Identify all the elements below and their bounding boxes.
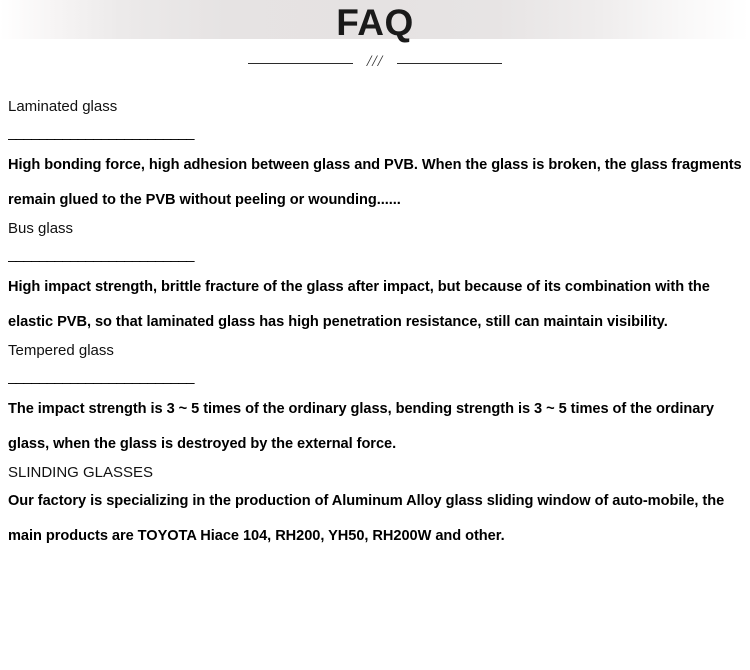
- section-body: The impact strength is 3 ~ 5 times of the ordinary glass, bending strength is 3 ~ 5 times of the ordinary glass, when the glass is destroyed by the external force.: [8, 401, 714, 452]
- section-rule: ________________________: [8, 124, 194, 141]
- section-rule: ________________________: [8, 368, 194, 385]
- divider-line-right: [397, 63, 502, 64]
- faq-section-tempered-glass: [8, 340, 742, 462]
- title-divider: [0, 54, 750, 72]
- section-heading: Tempered glass: [8, 342, 114, 359]
- section-body: Our factory is specializing in the production of Aluminum Alloy glass sliding window of auto-mobile, the main products are TOYOTA Hiace 104, RH200, YH50, RH200W and other.: [8, 493, 725, 544]
- faq-section-slinding-glasses: [8, 462, 742, 554]
- section-body: High bonding force, high adhesion between glass and PVB. When the glass is broken, the glass fragments remain glued to the PVB without peeling or wounding......: [8, 157, 742, 208]
- section-rule: ________________________: [8, 246, 194, 263]
- page-title: FAQ: [336, 2, 414, 43]
- section-heading: SLINDING GLASSES: [8, 464, 154, 481]
- faq-section-laminated-glass: [8, 96, 742, 218]
- divider-slashes-icon: ///: [366, 53, 384, 70]
- section-heading: Laminated glass: [8, 98, 118, 115]
- divider-line-left: [248, 63, 353, 64]
- faq-section-bus-glass: [8, 218, 742, 340]
- faq-content: [0, 96, 750, 554]
- section-heading: Bus glass: [8, 220, 74, 237]
- section-body: High impact strength, brittle fracture of the glass after impact, but because of its combination with the elastic PVB, so that laminated glass has high penetration resistance, still can maintain visibility.: [8, 279, 710, 330]
